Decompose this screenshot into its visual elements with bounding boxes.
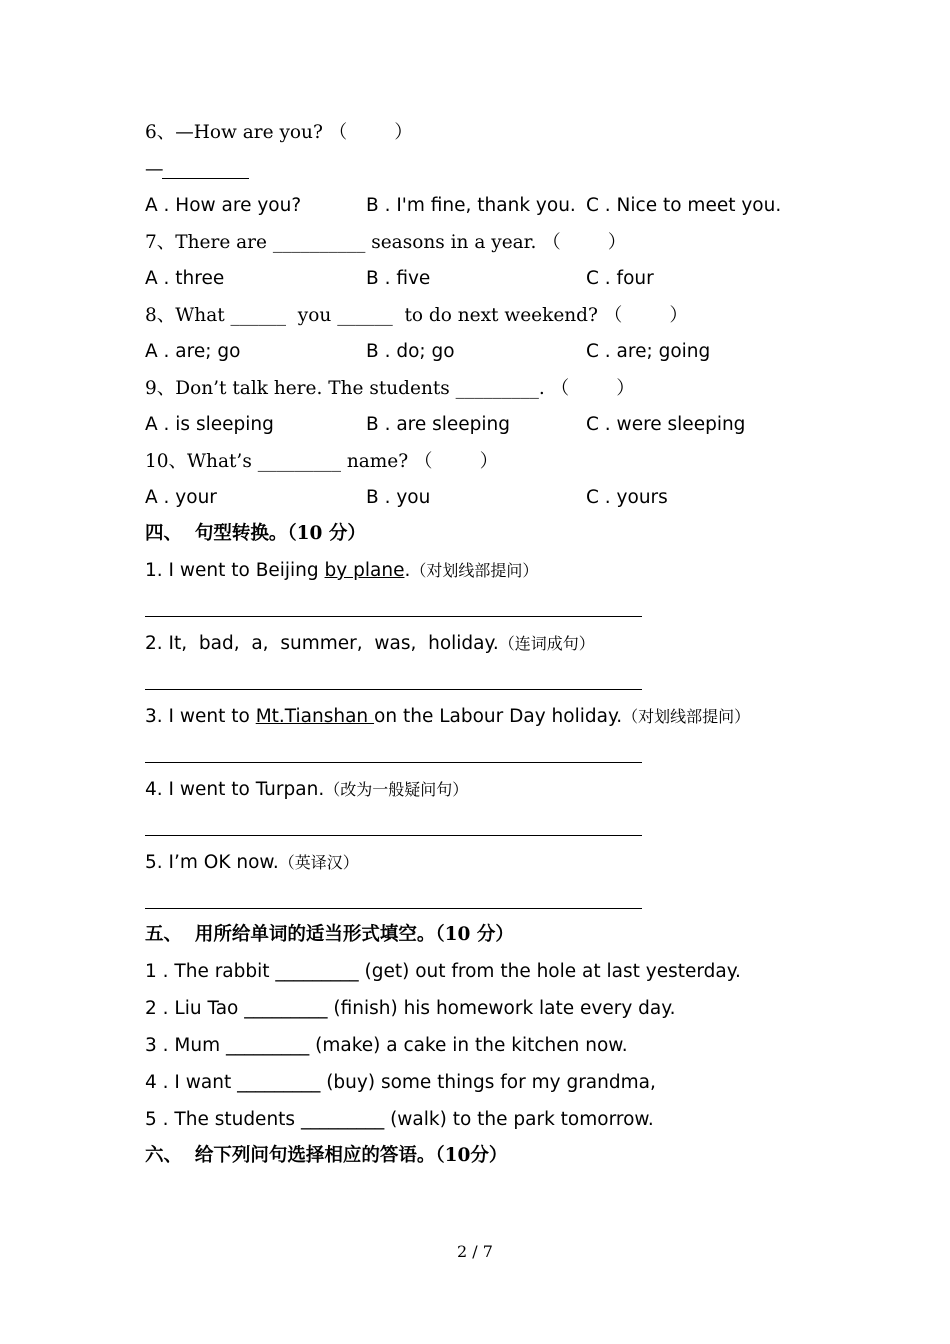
question-9-option-a: A . is sleeping: [145, 414, 274, 435]
section-5-item-5: 5 . The students _________ (walk) to the park tomorrow.: [145, 1109, 654, 1130]
question-6-option-b: B . I'm fine, thank you.: [366, 195, 576, 216]
item-text: 4. I went to Turpan.: [145, 779, 325, 800]
answer-line: [145, 908, 642, 909]
answer-blank-line: [162, 178, 249, 179]
underlined-phrase: Mt.Tianshan: [255, 706, 375, 727]
question-6-option-a: A . How are you?: [145, 195, 302, 216]
question-8-option-b: B . do; go: [366, 341, 455, 362]
item-text: 1. I went to Beijing: [145, 560, 325, 581]
question-9-option-b: B . are sleeping: [366, 414, 511, 435]
section-4-heading: 四、 句型转换。（10 分）: [145, 523, 366, 544]
question-7-option-b: B . five: [366, 268, 431, 289]
section-6-heading: 六、 给下列问句选择相应的答语。（10分）: [145, 1145, 508, 1166]
answer-line: [145, 616, 642, 617]
question-10-option-b: B . you: [366, 487, 431, 508]
section-5-item-2: 2 . Liu Tao _________ (finish) his homework late every day.: [145, 998, 676, 1019]
section-4-item-5: [145, 851, 359, 875]
section-4-item-1: [145, 559, 538, 583]
instruction-note: （对划线部提问）: [622, 707, 751, 726]
item-text-end: on the Labour Day holiday.: [374, 706, 623, 727]
instruction-note: （对划线部提问）: [410, 561, 539, 580]
question-9-stem: 9、Don’t talk here. The students _________. （ ）: [145, 378, 635, 399]
instruction-note: （英译汉）: [278, 853, 359, 872]
item-text: 3. I went to: [145, 706, 256, 727]
question-10-option-c: C . yours: [586, 487, 668, 508]
section-4-item-4: [145, 778, 468, 802]
section-5-item-4: 4 . I want _________ (buy) some things for my grandma,: [145, 1072, 656, 1093]
item-text-end: .: [404, 560, 411, 581]
section-4-item-2: [145, 632, 595, 656]
question-6-stem: 6、—How are you? （ ）: [145, 122, 413, 143]
question-6-answer-prefix: —: [145, 159, 164, 180]
section-5-heading: 五、 用所给单词的适当形式填空。（10 分）: [145, 924, 514, 945]
item-text: 2. It, bad, a, summer, was, holiday.: [145, 633, 499, 654]
item-text: 5. I’m OK now.: [145, 852, 279, 873]
answer-line: [145, 762, 642, 763]
question-8-option-c: C . are; going: [586, 341, 711, 362]
section-5-item-3: 3 . Mum _________ (make) a cake in the kitchen now.: [145, 1035, 628, 1056]
question-6-option-c: C . Nice to meet you.: [586, 195, 782, 216]
page-number: 2 / 7: [457, 1242, 493, 1261]
instruction-note: （改为一般疑问句）: [324, 780, 469, 799]
instruction-note: （连词成句）: [498, 634, 595, 653]
section-5-item-1: 1 . The rabbit _________ (get) out from the hole at last yesterday.: [145, 961, 741, 982]
question-10-option-a: A . your: [145, 487, 217, 508]
question-8-stem: 8、What ______ you ______ to do next weekend? （ ）: [145, 305, 688, 326]
question-7-stem: 7、There are __________ seasons in a year. （ ）: [145, 232, 627, 253]
answer-line: [145, 835, 642, 836]
section-4-item-3: [145, 705, 750, 729]
question-9-option-c: C . were sleeping: [586, 414, 746, 435]
question-10-stem: 10、What’s _________ name? （ ）: [145, 451, 499, 472]
underlined-phrase: by plane: [324, 560, 405, 581]
question-7-option-c: C . four: [586, 268, 654, 289]
question-8-option-a: A . are; go: [145, 341, 241, 362]
question-7-option-a: A . three: [145, 268, 225, 289]
answer-line: [145, 689, 642, 690]
